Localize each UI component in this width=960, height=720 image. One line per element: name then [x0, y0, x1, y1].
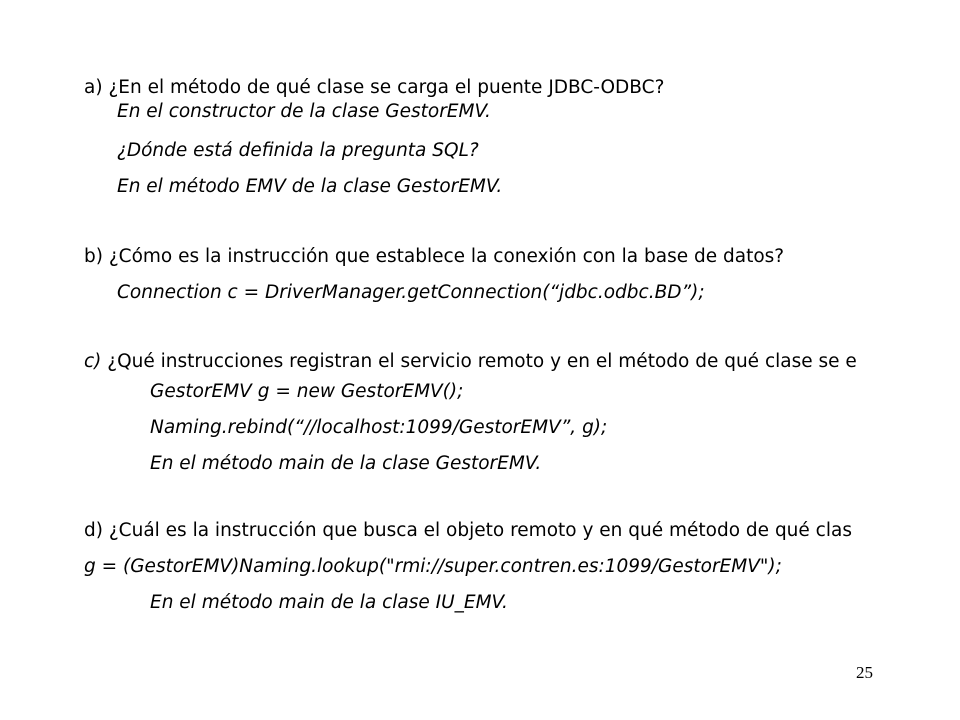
question-a-label: a) [84, 77, 103, 98]
question-c-text: ¿Qué instrucciones registran el servicio remoto y en el método de qué clase se e [107, 351, 857, 372]
page-number: 25 [856, 663, 873, 682]
answer-c-1: GestorEMV g = new GestorEMV(); [150, 381, 464, 402]
answer-a-1: En el constructor de la clase GestorEMV. [117, 101, 491, 122]
answer-d-1: g = (GestorEMV)Naming.lookup("rmi://super.contren.es:1099/GestorEMV"); [84, 556, 782, 577]
question-d-label: d) [84, 520, 103, 541]
question-d [84, 519, 852, 543]
question-b [84, 245, 784, 269]
question-b-text: ¿Cómo es la instrucción que establece la conexión con la base de datos? [108, 246, 785, 267]
question-c [84, 350, 857, 374]
question-a-text: ¿En el método de qué clase se carga el puente JDBC-ODBC? [108, 77, 665, 98]
question-d-text: ¿Cuál es la instrucción que busca el objeto remoto y en qué método de qué clas [108, 520, 852, 541]
answer-c-2: Naming.rebind(“//localhost:1099/GestorEMV”, g); [150, 417, 608, 438]
answer-a-2: En el método EMV de la clase GestorEMV. [117, 176, 503, 197]
answer-b-1: Connection c = DriverManager.getConnection(“jdbc.odbc.BD”); [117, 282, 705, 303]
question-b-label: b) [84, 246, 103, 267]
question-a [84, 76, 664, 100]
question-c-label: c) [84, 351, 102, 372]
question-a-sub: ¿Dónde está definida la pregunta SQL? [117, 140, 479, 161]
answer-c-3: En el método main de la clase GestorEMV. [150, 453, 542, 474]
answer-d-2: En el método main de la clase IU_EMV. [150, 592, 508, 613]
